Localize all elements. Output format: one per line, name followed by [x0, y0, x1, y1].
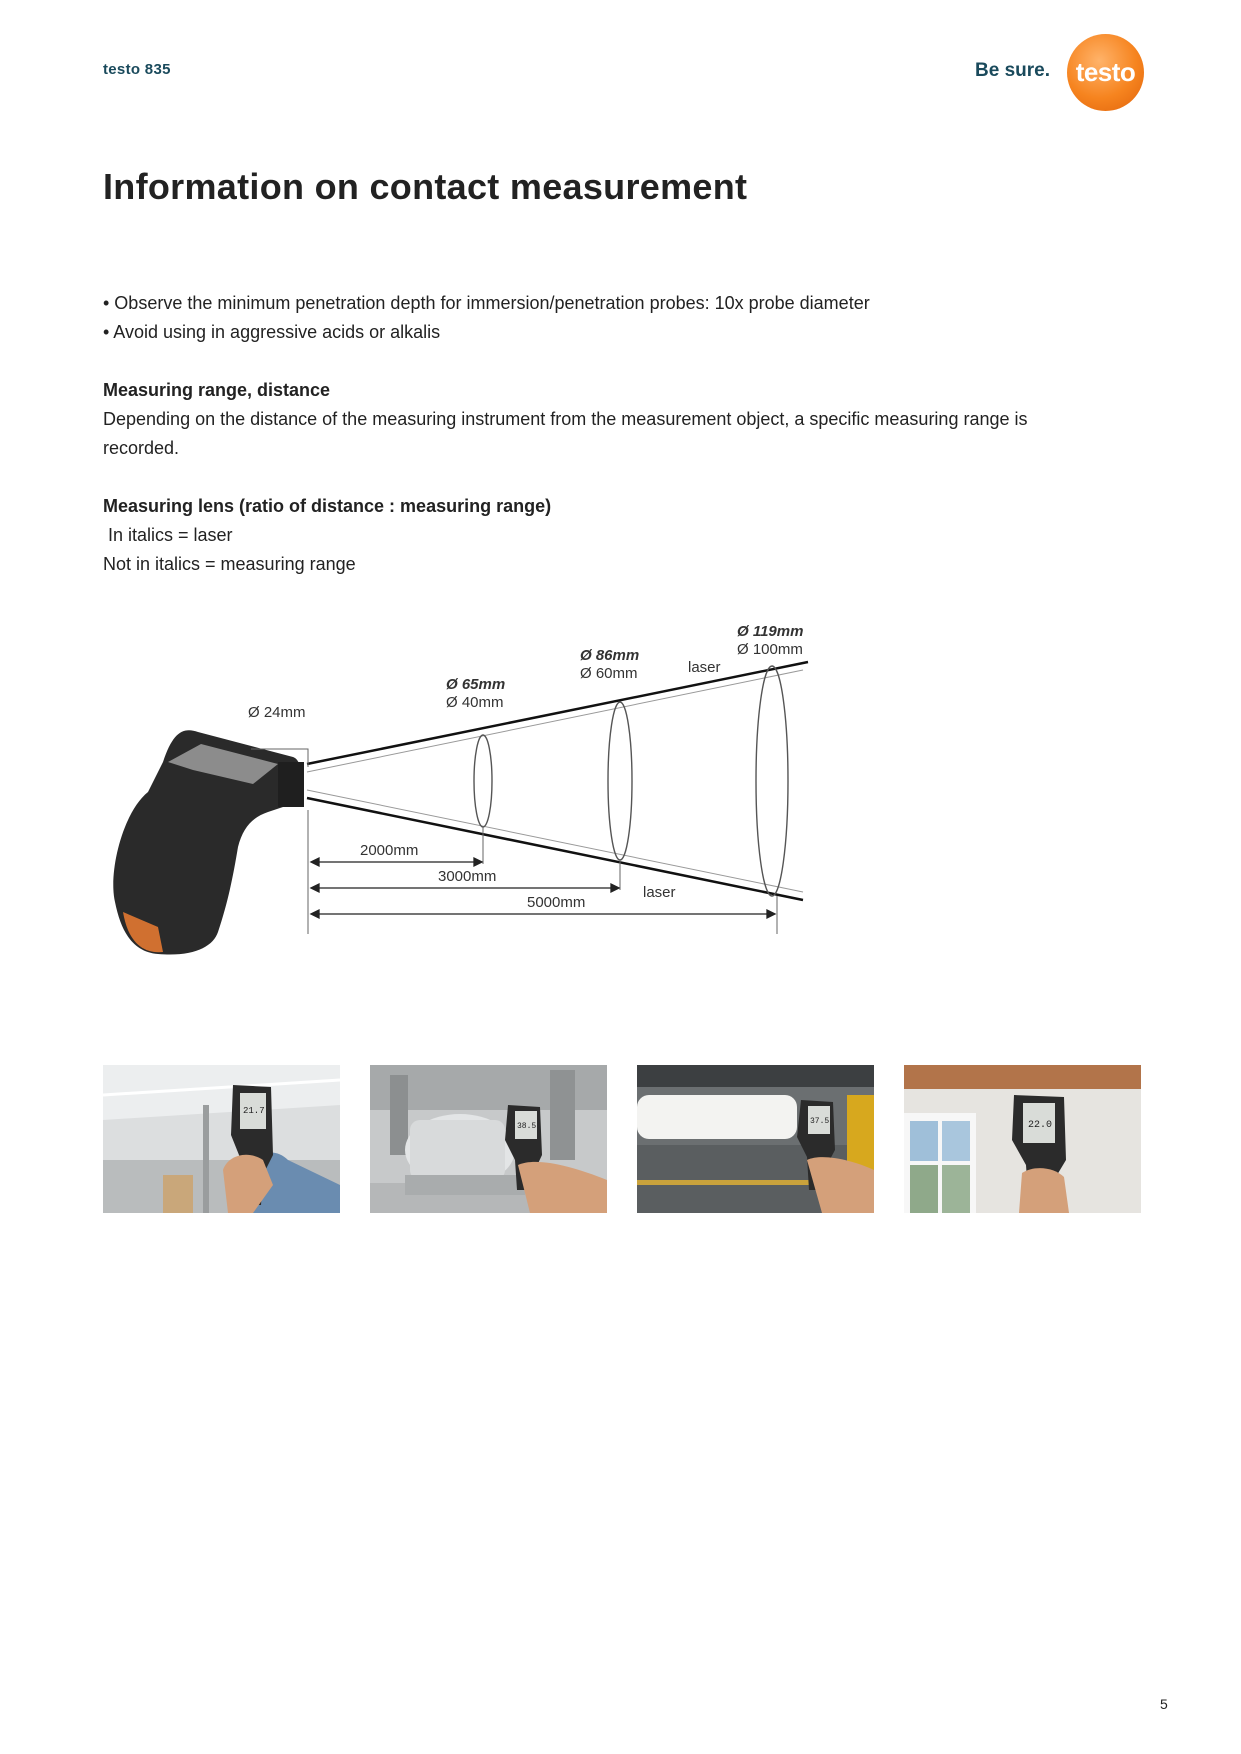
- device-display-value: 21.7: [243, 1106, 265, 1116]
- paragraph-line: Depending on the distance of the measuring instrument from the measurement object, a specific measuring range is: [103, 409, 1028, 429]
- bullet-item: • Avoid using in aggressive acids or alkalis: [103, 322, 441, 342]
- body-text: [103, 289, 1143, 579]
- measuring-spot-ellipse: [608, 702, 632, 860]
- paragraph-line: In italics = laser: [103, 525, 233, 545]
- brand-slogan: Be sure.: [975, 60, 1050, 81]
- device-display-value: 37.5: [810, 1117, 830, 1126]
- section-heading: Measuring lens (ratio of distance : measuring range): [103, 496, 552, 516]
- paragraph-line: recorded.: [103, 438, 180, 458]
- brand-logo: [975, 34, 1150, 112]
- spot-range-label: Ø 60mm: [580, 665, 638, 682]
- thermometer-device-icon: [113, 730, 304, 954]
- page-number: 5: [1160, 1696, 1168, 1712]
- spot-range-label: Ø 100mm: [737, 641, 803, 658]
- device-display-value: 22.0: [1028, 1120, 1053, 1131]
- distance-label: 2000mm: [360, 842, 419, 859]
- laser-label-lower: laser: [643, 884, 676, 901]
- logo-text: testo: [1075, 57, 1136, 87]
- laser-line-upper: [307, 662, 808, 764]
- laser-label-upper: laser: [688, 659, 721, 676]
- section-heading: Measuring range, distance: [103, 380, 331, 400]
- range-line-lower: [307, 790, 803, 892]
- distance-label: 5000mm: [527, 894, 586, 911]
- industrial-motor-measurement-photo: [370, 1065, 607, 1213]
- printing-roller-measurement-photo: [637, 1065, 874, 1213]
- paragraph-line: Not in italics = measuring range: [103, 554, 356, 574]
- distance-label: 3000mm: [438, 868, 497, 885]
- interior-room-measurement-photo: [904, 1065, 1141, 1213]
- spot-range-label: Ø 40mm: [446, 694, 504, 711]
- spot-laser-label: Ø 119mm: [737, 623, 804, 640]
- device-display-value: 38.5: [517, 1122, 537, 1131]
- warehouse-ceiling-measurement-photo: [103, 1065, 340, 1213]
- measuring-spot-diagram: [103, 612, 823, 977]
- testo-logo-icon: [1067, 34, 1144, 111]
- spot-start-label: Ø 24mm: [248, 704, 306, 721]
- spot-laser-label: Ø 65mm: [446, 676, 506, 693]
- measuring-spot-ellipse: [474, 735, 492, 827]
- range-line-upper: [307, 670, 803, 772]
- bullet-item: • Observe the minimum penetration depth for immersion/penetration probes: 10x probe diameter: [103, 293, 870, 313]
- spot-laser-label: Ø 86mm: [580, 647, 640, 664]
- document-header-title: testo 835: [103, 61, 171, 78]
- application-photo-strip: [103, 1065, 1141, 1213]
- measuring-spot-ellipse: [756, 666, 788, 896]
- page-title: Information on contact measurement: [103, 166, 748, 207]
